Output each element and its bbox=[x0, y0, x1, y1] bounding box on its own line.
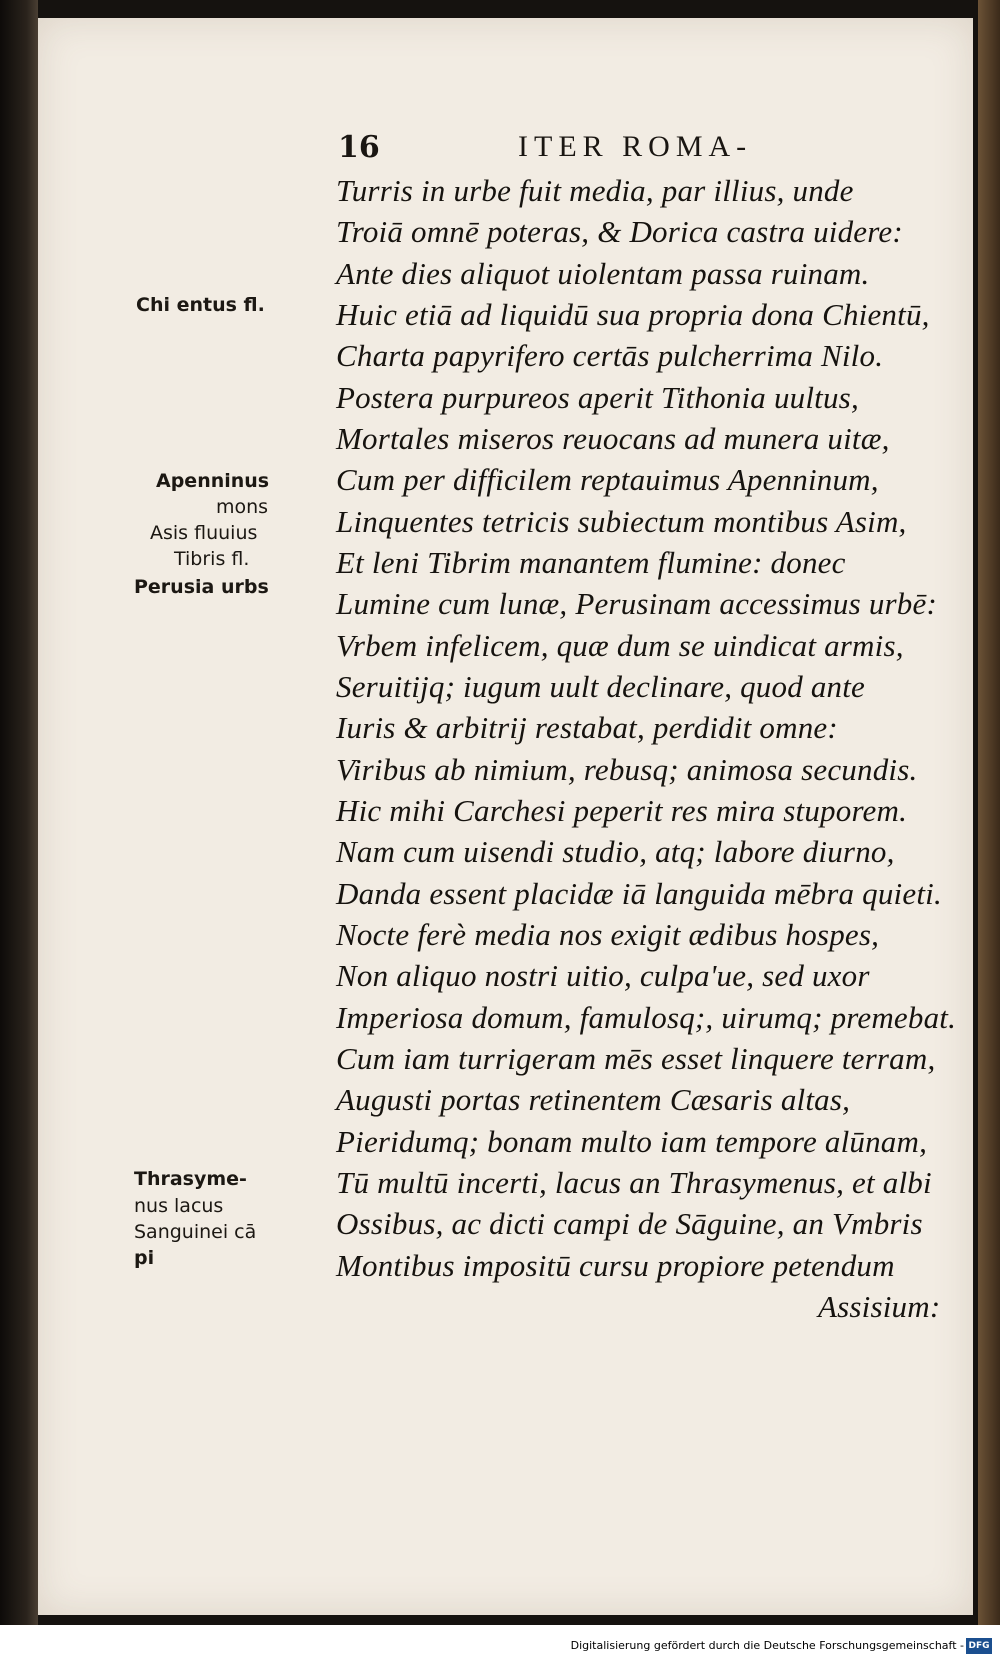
page-number: 16 bbox=[338, 130, 380, 165]
verse-line: Non aliquo nostri uitio, culpa'ue, sed uxor bbox=[336, 958, 870, 993]
verse-line-catchword: Assisium: bbox=[818, 1289, 941, 1324]
verse-line: Nocte ferè media nos exigit ædibus hospes, bbox=[336, 917, 880, 952]
margin-note-thrasymenus-1: Thrasyme- bbox=[134, 1168, 247, 1190]
verse-line: Viribus ab nimium, rebusq; animosa secundis. bbox=[336, 752, 918, 787]
verse-line: Vrbem infelicem, quæ dum se uindicat armis, bbox=[336, 628, 904, 663]
running-head bbox=[338, 130, 898, 170]
verse-line: Linquentes tetricis subiectum montibus Asim, bbox=[336, 504, 907, 539]
verse-line: Lumine cum lunæ, Perusinam accessimus urbē: bbox=[336, 586, 937, 621]
book-fore-edge bbox=[978, 0, 1000, 1625]
verse-line: Tū multū incerti, lacus an Thrasymenus, et albi bbox=[336, 1165, 932, 1200]
verse-line: Danda essent placidæ iā languida mēbra quieti. bbox=[336, 876, 942, 911]
verse-line: Seruitijq; iugum uult declinare, quod ante bbox=[336, 669, 866, 704]
dfg-logo-icon: DFG bbox=[966, 1638, 992, 1654]
margin-note-asis: Asis fluuius bbox=[150, 522, 258, 544]
margin-note-chientus: Chi entus fl. bbox=[136, 294, 265, 316]
margin-note-sanguinei-2: pi bbox=[134, 1247, 155, 1269]
margin-note-thrasymenus-2: nus lacus bbox=[134, 1195, 224, 1217]
verse-line: Turris in urbe fuit media, par illius, unde bbox=[336, 173, 854, 208]
verse-line: Imperiosa domum, famulosq;, uirumq; premebat. bbox=[336, 1000, 957, 1035]
verse-line: Montibus impositū cursu propiore petendum bbox=[336, 1248, 895, 1283]
verse-line: Ossibus, ac dicti campi de Sāguine, an Vmbris bbox=[336, 1206, 923, 1241]
verse-line: Pieridumq; bonam multo iam tempore alūnam, bbox=[336, 1124, 928, 1159]
running-head-title: ITER ROMA- bbox=[518, 130, 753, 163]
margin-note-sanguinei-1: Sanguinei cā bbox=[134, 1221, 257, 1243]
verse-line: Nam cum uisendi studio, atq; labore diurno, bbox=[336, 834, 895, 869]
digitization-footer bbox=[0, 1625, 1000, 1661]
verse-line: Hic mihi Carchesi peperit res mira stuporem. bbox=[336, 793, 908, 828]
verse-line: Iuris & arbitrij restabat, perdidit omne: bbox=[336, 710, 838, 745]
verse-line: Mortales miseros reuocans ad munera uitæ, bbox=[336, 421, 890, 456]
verse-line: Cum per difficilem reptauimus Apenninum, bbox=[336, 462, 879, 497]
verse-line: Augusti portas retinentem Cæsaris altas, bbox=[336, 1082, 851, 1117]
margin-note-apenninus: Apenninus bbox=[156, 470, 270, 492]
verse-line: Et leni Tibrim manantem flumine: donec bbox=[336, 545, 846, 580]
margin-note-perusia: Perusia urbs bbox=[134, 576, 269, 598]
book-page bbox=[38, 18, 973, 1615]
verse-line: Cum iam turrigeram mēs esset linquere terram, bbox=[336, 1041, 936, 1076]
footer-credit-text: Digitalisierung gefördert durch die Deutsche Forschungsgemeinschaft - bbox=[570, 1639, 964, 1652]
verse-line: Charta papyrifero certās pulcherrima Nilo. bbox=[336, 338, 884, 373]
margin-note-tibris: Tibris fl. bbox=[174, 548, 250, 570]
verse-line: Troiā omnē poteras, & Dorica castra uidere: bbox=[336, 214, 903, 249]
verse-line: Huic etiā ad liquidū sua propria dona Chientū, bbox=[336, 297, 930, 332]
verse-line: Postera purpureos aperit Tithonia uultus, bbox=[336, 380, 859, 415]
verse-line: Ante dies aliquot uiolentam passa ruinam. bbox=[336, 256, 870, 291]
book-binding-edge bbox=[0, 0, 38, 1625]
margin-note-mons: mons bbox=[216, 496, 269, 518]
